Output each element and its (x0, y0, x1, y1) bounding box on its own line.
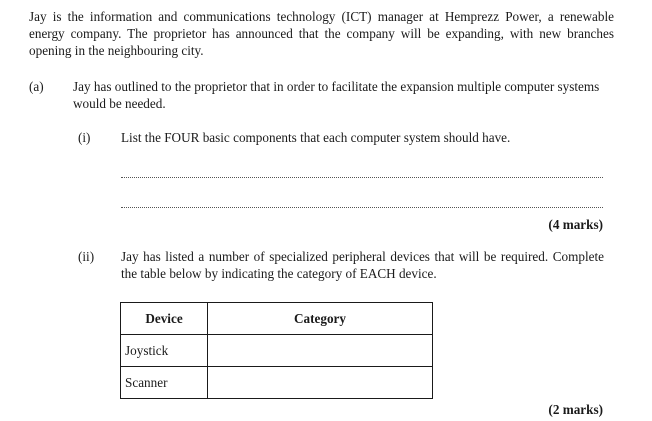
table-row (121, 367, 433, 399)
part-ii-label: (ii) (78, 249, 95, 264)
part-a-text: Jay has outlined to the proprietor that in order to facilitate the expansion multiple computer systems would be needed. (73, 79, 600, 111)
table-header-row (121, 303, 433, 335)
part-ii-text: Jay has listed a number of specialized peripheral devices that will be required. Complete the table below by indicating the category of EACH device. (121, 249, 604, 281)
answer-line-2[interactable] (121, 207, 603, 208)
part-a-label: (a) (29, 79, 44, 94)
intro-paragraph: Jay is the information and communications technology (ICT) manager at Hemprezz Power, a renewable energy company. The proprietor has announced that the company will be expanding, with new branches opening in the neighbouring city. (29, 9, 614, 58)
part-i-marks: (4 marks) (548, 217, 603, 232)
table-row (121, 335, 433, 367)
answer-line-1[interactable] (121, 177, 603, 178)
device-category-table (120, 302, 433, 399)
part-i-text: List the FOUR basic components that each computer system should have. (121, 130, 511, 145)
category-cell[interactable] (208, 335, 433, 367)
part-ii-marks: (2 marks) (548, 402, 603, 417)
part-i-label: (i) (78, 130, 91, 145)
category-column-header: Category (208, 303, 433, 335)
device-cell: Joystick (121, 335, 208, 367)
category-cell[interactable] (208, 367, 433, 399)
device-cell: Scanner (121, 367, 208, 399)
device-column-header: Device (121, 303, 208, 335)
